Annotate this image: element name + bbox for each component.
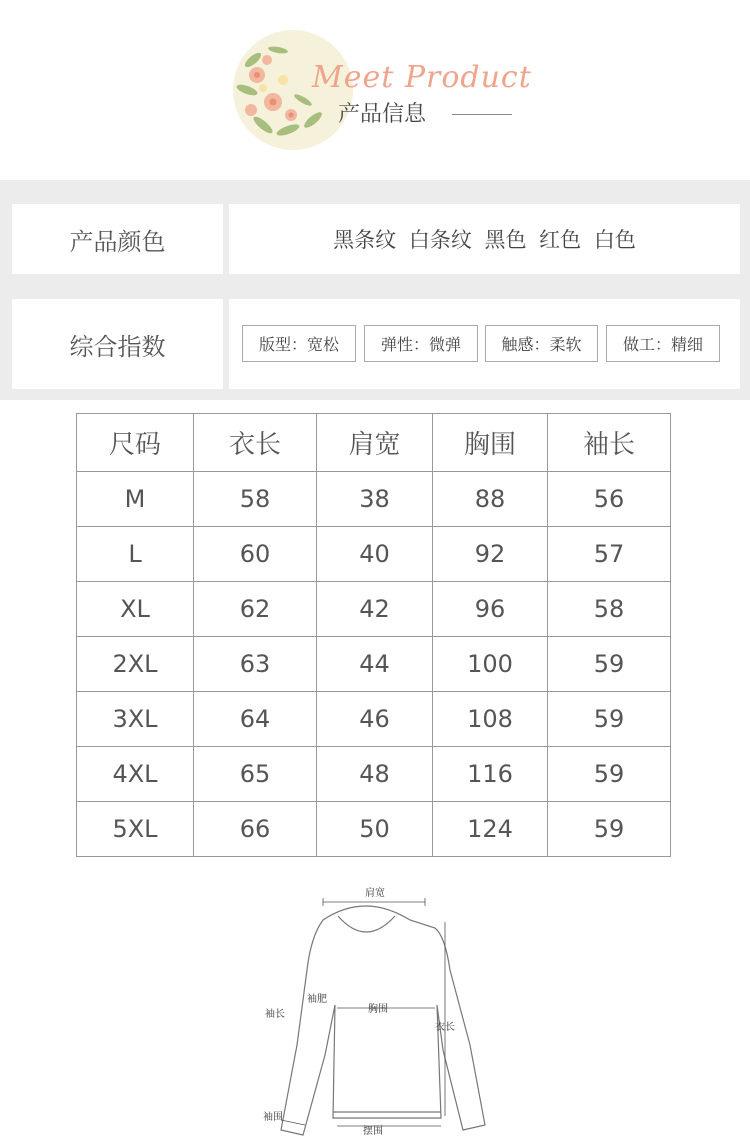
chest-cell: 100 (433, 637, 548, 692)
tag-fit: 版型：宽松 (242, 325, 356, 362)
shoulder-cell: 44 (317, 637, 433, 692)
length-cell: 66 (194, 802, 317, 857)
meet-product-script-title: Meet Product (312, 60, 532, 95)
size-chart-table (76, 413, 671, 857)
table-row (77, 692, 671, 747)
size-cell: XL (77, 582, 194, 637)
length-cell: 62 (194, 582, 317, 637)
size-cell: 3XL (77, 692, 194, 747)
diagram-label-shoulder: 肩宽 (365, 888, 385, 899)
header-sleeve: 袖长 (548, 414, 671, 472)
chest-cell: 116 (433, 747, 548, 802)
diagram-label-chest: 胸围 (368, 1004, 388, 1015)
shoulder-cell: 48 (317, 747, 433, 802)
shoulder-cell: 46 (317, 692, 433, 747)
product-info-header (0, 0, 750, 180)
color-values: 黑条纹 白条纹 黑色 红色 白色 (229, 204, 740, 274)
index-label: 综合指数 (12, 299, 223, 389)
size-cell: L (77, 527, 194, 582)
diagram-label-hem: 摆围 (363, 1126, 383, 1137)
diagram-label-body-length: 衣长 (435, 1022, 455, 1033)
header-chest: 胸围 (433, 414, 548, 472)
diagram-label-sleeve-width: 袖肥 (307, 994, 327, 1005)
chest-cell: 96 (433, 582, 548, 637)
title-underline (452, 114, 512, 115)
shoulder-cell: 40 (317, 527, 433, 582)
length-cell: 58 (194, 472, 317, 527)
chest-cell: 108 (433, 692, 548, 747)
garment-measurement-diagram (245, 880, 515, 1140)
table-header-row (77, 414, 671, 472)
chest-cell: 88 (433, 472, 548, 527)
size-cell: 2XL (77, 637, 194, 692)
sleeve-cell: 57 (548, 527, 671, 582)
tag-touch: 触感：柔软 (485, 325, 598, 362)
diagram-label-sleeve-length: 袖长 (265, 1009, 285, 1020)
table-row (77, 472, 671, 527)
header-body-length: 衣长 (194, 414, 317, 472)
chest-cell: 124 (433, 802, 548, 857)
sleeve-cell: 59 (548, 692, 671, 747)
size-cell: 5XL (77, 802, 194, 857)
chest-cell: 92 (433, 527, 548, 582)
sleeve-cell: 59 (548, 637, 671, 692)
header-size: 尺码 (77, 414, 194, 472)
table-row (77, 527, 671, 582)
diagram-label-cuff: 袖围 (263, 1112, 283, 1123)
size-cell: M (77, 472, 194, 527)
tag-workmanship: 做工：精细 (606, 325, 720, 362)
table-row (77, 802, 671, 857)
shoulder-cell: 38 (317, 472, 433, 527)
product-info-subtitle: 产品信息 (338, 102, 427, 127)
shoulder-cell: 42 (317, 582, 433, 637)
sleeve-cell: 58 (548, 582, 671, 637)
table-row (77, 637, 671, 692)
length-cell: 63 (194, 637, 317, 692)
table-row (77, 582, 671, 637)
table-row (77, 747, 671, 802)
sweater-outline-icon (281, 906, 485, 1135)
length-cell: 65 (194, 747, 317, 802)
sleeve-cell: 59 (548, 747, 671, 802)
size-cell: 4XL (77, 747, 194, 802)
color-label: 产品颜色 (12, 204, 223, 274)
tag-elasticity: 弹性：微弹 (364, 325, 478, 362)
sleeve-cell: 56 (548, 472, 671, 527)
sleeve-cell: 59 (548, 802, 671, 857)
length-cell: 60 (194, 527, 317, 582)
header-shoulder: 肩宽 (317, 414, 433, 472)
shoulder-cell: 50 (317, 802, 433, 857)
length-cell: 64 (194, 692, 317, 747)
